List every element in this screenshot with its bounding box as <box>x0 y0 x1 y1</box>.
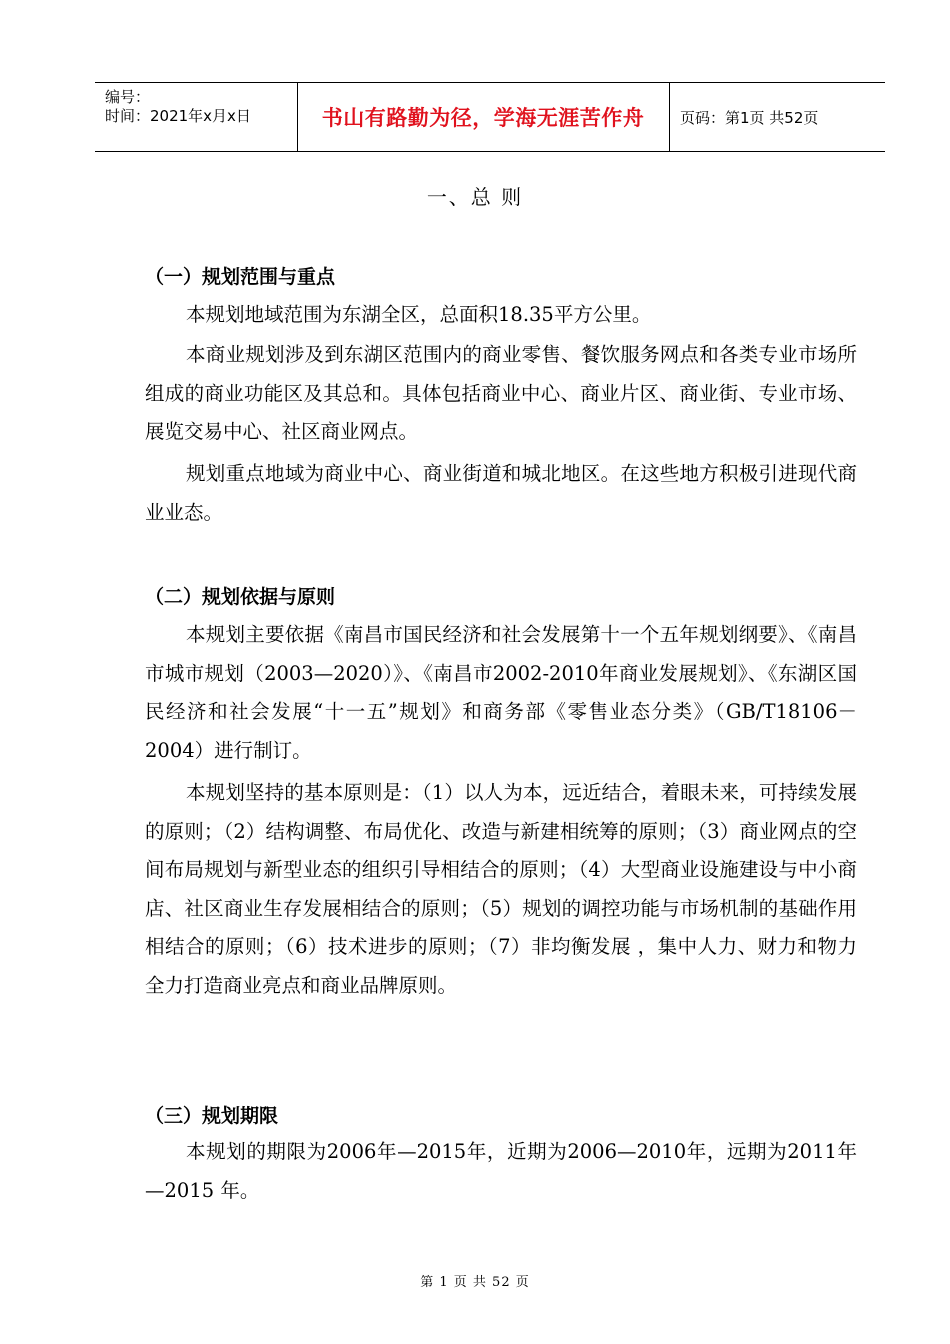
paragraph: 规划重点地域为商业中心、商业街道和城北地区。在这些地方积极引进现代商业业态。 <box>145 462 857 524</box>
time-label: 时间：2021年x月x日 <box>105 107 251 125</box>
chapter-title: 一、总 则 <box>426 185 524 209</box>
header-meta-cell <box>95 83 298 151</box>
section-heading: （三）规划期限 <box>145 1105 279 1127</box>
paragraph: 本规划主要依据《南昌市国民经济和社会发展第十一个五年规划纲要》、《南昌市城市规划（2003—2020）》、《南昌市2002-2010年商业发展规划》、《东湖区国民经济和社会发展“十一五”规划》和商务部《零售业态分类》（GB/T18106－2004）进行制订。 <box>145 623 857 762</box>
serial-label: 编号： <box>105 88 151 106</box>
header-page-cell <box>670 83 885 151</box>
section-heading: （一）规划范围与重点 <box>145 266 336 288</box>
page-footer: 第 1 页 共 52 页 <box>420 1275 530 1290</box>
document-header <box>95 82 885 152</box>
paragraph: 本商业规划涉及到东湖区范围内的商业零售、餐饮服务网点和各类专业市场所组成的商业功能区及其总和。具体包括商业中心、商业片区、商业街、专业市场、展览交易中心、社区商业网点。 <box>145 343 857 443</box>
section-heading: （二）规划依据与原则 <box>145 586 336 608</box>
paragraph: 本规划的期限为2006年—2015年，近期为2006—2010年，远期为2011年—2015 年。 <box>145 1140 857 1202</box>
header-motto: 书山有路勤为径，学海无涯苦作舟 <box>297 83 670 151</box>
paragraph: 本规划坚持的基本原则是：（1）以人为本，远近结合，着眼未来，可持续发展的原则；（2）结构调整、布局优化、改造与新建相统筹的原则；（3）商业网点的空间布局规划与新型业态的组织引导相结合的原则；（4）大型商业设施建设与中小商店、社区商业生存发展相结合的原则；（5）规划的调控功能与市场机制的基础作用相结合的原则；（6）技术进步的原则；（7）非均衡发展 ，集中人力、财力和物力全力打造商业亮点和商业品牌原则。 <box>145 781 857 997</box>
paragraph: 本规划地域范围为东湖全区，总面积18.35平方公里。 <box>186 303 652 326</box>
page-info: 页码：第1页 共52页 <box>680 108 819 127</box>
